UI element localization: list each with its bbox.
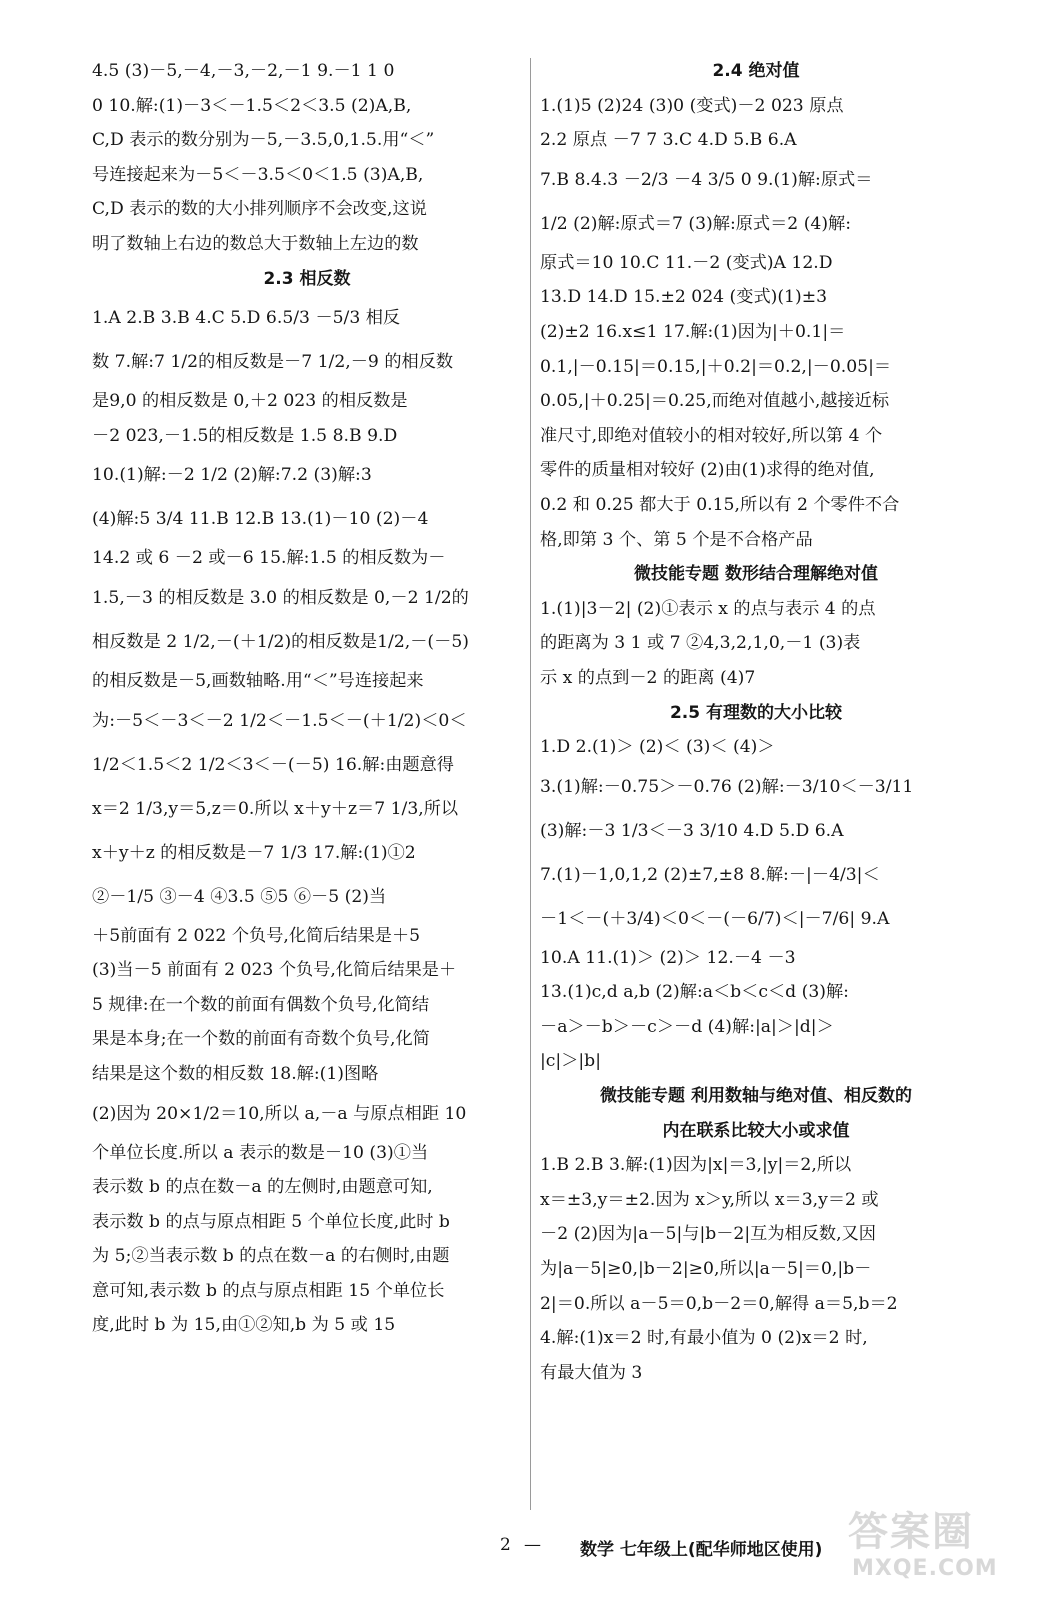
- answer-line: 意可知,表示数 b 的点与原点相距 15 个单位长: [92, 1280, 445, 1301]
- answer-line: 表示数 b 的点与原点相距 5 个单位长度,此时 b: [92, 1211, 450, 1232]
- answer-line: ＋5前面有 2 022 个负号,化简后结果是＋5: [92, 925, 421, 946]
- answer-line: (3)当－5 前面有 2 023 个负号,化简后结果是＋: [92, 960, 457, 981]
- answer-line: 1/2 (2)解:原式＝7 (3)解:原式＝2 (4)解:: [540, 213, 852, 234]
- answer-line: 是9,0 的相反数是 0,＋2 023 的相反数是: [92, 391, 408, 412]
- answer-line: 7.B 8.4.3 －2/3 －4 3/5 0 9.(1)解:原式＝: [540, 169, 873, 190]
- answer-line: 10.(1)解:－2 1/2 (2)解:7.2 (3)解:3: [92, 465, 372, 486]
- footer-dash: —: [524, 1535, 541, 1555]
- column-divider: [530, 58, 531, 1510]
- section-heading: 2.3 相反数: [263, 268, 351, 289]
- answer-line: 14.2 或 6 －2 或－6 15.解:1.5 的相反数为－: [92, 548, 446, 569]
- answer-line: －1＜－(＋3/4)＜0＜－(－6/7)＜|－7/6| 9.A: [540, 908, 890, 929]
- watermark-top: 答案圈: [848, 1509, 974, 1555]
- answer-line: |c|＞|b|: [540, 1051, 601, 1072]
- answer-line: 3.(1)解:－0.75＞－0.76 (2)解:－3/10＜－3/11: [540, 776, 914, 797]
- answer-line: 表示数 b 的点在数－a 的左侧时,由题意可知,: [92, 1177, 433, 1198]
- answer-line: 零件的质量相对较好 (2)由(1)求得的绝对值,: [540, 460, 875, 481]
- answer-line: 0 10.解:(1)－3＜－1.5＜2＜3.5 (2)A,B,: [92, 95, 412, 116]
- watermark-logo: [842, 1500, 1012, 1590]
- answer-line: 为|a－5|≥0,|b－2|≥0,所以|a－5|＝0,|b－: [540, 1259, 872, 1280]
- answer-line: 结果是这个数的相反数 18.解:(1)图略: [92, 1063, 379, 1084]
- answer-line: 为:－5＜－3＜－2 1/2＜－1.5＜－(＋1/2)＜0＜: [92, 710, 467, 731]
- answer-line: 5 规律:在一个数的前面有偶数个负号,化简结: [92, 994, 430, 1015]
- answer-line: 格,即第 3 个、第 5 个是不合格产品: [540, 529, 813, 550]
- section-heading: 2.5 有理数的大小比较: [669, 702, 843, 723]
- left-column: [92, 54, 522, 1512]
- answer-line: 1.D 2.(1)＞ (2)＜ (3)＜ (4)＞: [540, 737, 775, 758]
- answer-line: 10.A 11.(1)＞ (2)＞ 12.－4 －3: [540, 947, 796, 968]
- answer-line: －2 (2)因为|a－5|与|b－2|互为相反数,又因: [540, 1224, 876, 1245]
- answer-line: 4.5 (3)－5,－4,－3,－2,－1 9.－1 1 0: [92, 61, 395, 81]
- answer-line: 4.解:(1)x＝2 时,有最小值为 0 (2)x＝2 时,: [540, 1328, 868, 1349]
- right-column: [540, 54, 972, 1512]
- answer-line: 2|＝0.所以 a－5＝0,b－2＝0,解得 a＝5,b＝2: [540, 1293, 898, 1314]
- answer-line: 的距离为 3 1 或 7 ②4,3,2,1,0,－1 (3)表: [540, 633, 861, 654]
- answer-line: (2)±2 16.x≤1 17.解:(1)因为|＋0.1|＝: [540, 321, 846, 342]
- section-heading: 微技能专题 数形结合理解绝对值: [634, 564, 878, 585]
- answer-line: 个单位长度.所以 a 表示的数是－10 (3)①当: [92, 1142, 429, 1163]
- answer-line: 号连接起来为－5＜－3.5＜0＜1.5 (3)A,B,: [92, 164, 424, 185]
- answer-line: x＝2 1/3,y＝5,z＝0.所以 x＋y＋z＝7 1/3,所以: [92, 798, 459, 819]
- section-heading: 内在联系比较大小或求值: [662, 1120, 850, 1141]
- answer-line: 7.(1)－1,0,1,2 (2)±7,±8 8.解:－|－4/3|＜: [540, 864, 880, 885]
- answer-line: 2.2 原点 －7 7 3.C 4.D 5.B 6.A: [540, 130, 797, 151]
- answer-line: 0.2 和 0.25 都大于 0.15,所以有 2 个零件不合: [540, 494, 900, 515]
- answer-line: 0.05,|＋0.25|＝0.25,而绝对值越小,越接近标: [540, 391, 890, 412]
- answer-line: (2)因为 20×1/2＝10,所以 a,－a 与原点相距 10: [92, 1103, 467, 1124]
- section-heading: 微技能专题 利用数轴与绝对值、相反数的: [600, 1086, 912, 1107]
- answer-line: 相反数是 2 1/2,－(＋1/2)的相反数是1/2,－(－5): [92, 631, 469, 652]
- answer-line: (3)解:－3 1/3＜－3 3/10 4.D 5.D 6.A: [540, 820, 844, 841]
- answer-line: 1.(1)5 (2)24 (3)0 (变式)－2 023 原点: [540, 95, 844, 116]
- answer-line: －2 023,－1.5的相反数是 1.5 8.B 9.D: [92, 425, 398, 446]
- answer-line: 度,此时 b 为 15,由①②知,b 为 5 或 15: [92, 1315, 396, 1336]
- answer-line: 1.B 2.B 3.解:(1)因为|x|＝3,|y|＝2,所以: [540, 1155, 852, 1176]
- answer-line: 数 7.解:7 1/2的相反数是－7 1/2,－9 的相反数: [92, 352, 454, 373]
- answer-line: C,D 表示的数的大小排列顺序不会改变,这说: [92, 199, 427, 220]
- answer-line: 1.5,－3 的相反数是 3.0 的相反数是 0,－2 1/2的: [92, 587, 469, 608]
- answer-line: C,D 表示的数分别为－5,－3.5,0,1.5.用“＜”: [92, 130, 435, 151]
- page-number: 2: [500, 1535, 511, 1555]
- answer-line: x＝±3,y＝±2.因为 x＞y,所以 x＝3,y＝2 或: [540, 1189, 879, 1210]
- answer-line: 准尺寸,即绝对值较小的相对较好,所以第 4 个: [540, 425, 883, 446]
- answer-line: 1/2＜1.5＜2 1/2＜3＜－(－5) 16.解:由题意得: [92, 754, 454, 775]
- answer-line: 1.(1)|3－2| (2)①表示 x 的点与表示 4 的点: [540, 598, 876, 619]
- answer-line: ②－1/5 ③－4 ④3.5 ⑤5 ⑥－5 (2)当: [92, 886, 387, 907]
- answer-line: 为 5;②当表示数 b 的点在数－a 的右侧时,由题: [92, 1246, 450, 1267]
- answer-line: 13.D 14.D 15.±2 024 (变式)(1)±3: [540, 287, 828, 308]
- answer-line: 有最大值为 3: [540, 1362, 643, 1383]
- answer-line: 13.(1)c,d a,b (2)解:a＜b＜c＜d (3)解:: [540, 982, 849, 1003]
- answer-line: 明了数轴上右边的数总大于数轴上左边的数: [92, 233, 419, 254]
- footer-label: 数学 七年级上(配华师地区使用): [580, 1540, 823, 1560]
- section-heading: 2.4 绝对值: [712, 61, 800, 81]
- answer-line: 1.A 2.B 3.B 4.C 5.D 6.5/3 －5/3 相反: [92, 308, 401, 329]
- answer-line: 果是本身;在一个数的前面有奇数个负号,化简: [92, 1029, 430, 1050]
- answer-line: －a＞－b＞－c＞－d (4)解:|a|＞|d|＞: [540, 1016, 834, 1037]
- answer-line: (4)解:5 3/4 11.B 12.B 13.(1)－10 (2)－4: [92, 509, 429, 530]
- answer-line: 0.1,|－0.15|＝0.15,|＋0.2|＝0.2,|－0.05|＝: [540, 356, 892, 377]
- watermark-bottom: MXQE.COM: [852, 1556, 998, 1581]
- answer-line: x＋y＋z 的相反数是－7 1/3 17.解:(1)①2: [92, 842, 416, 863]
- answer-line: 原式＝10 10.C 11.－2 (变式)A 12.D: [540, 252, 833, 273]
- answer-line: 示 x 的点到－2 的距离 (4)7: [540, 667, 756, 688]
- answer-line: 的相反数是－5,画数轴略.用“＜”号连接起来: [92, 670, 424, 691]
